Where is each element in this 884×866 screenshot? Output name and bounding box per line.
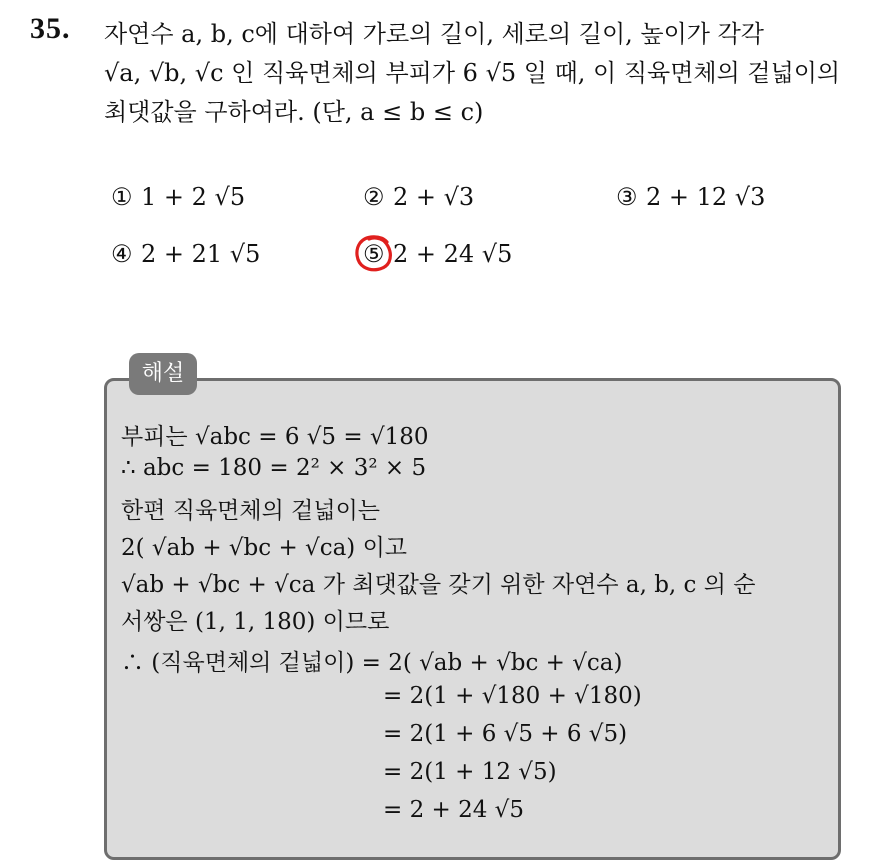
question-line-2: √a, √b, √c 인 직육면체의 부피가 6 √5 일 때, 이 직육면체의 겉넓이의	[104, 59, 841, 87]
choice-2[interactable]	[363, 183, 474, 211]
choice-mark: ②	[363, 183, 385, 211]
question-line-3: 최댓값을 구하여라. (단, a ≤ b ≤ c)	[104, 98, 484, 126]
solution-line-2: ∴ abc = 180 = 2² × 3² × 5	[121, 455, 427, 481]
solution-step-4: = 2 + 24 √5	[383, 797, 524, 823]
solution-step-1: = 2(1 + √180 + √180)	[383, 683, 642, 709]
solution-line-7: ∴ (직육면체의 겉넓이) = 2( √ab + √bc + √ca)	[121, 650, 623, 676]
answer-circle-mark	[354, 233, 394, 273]
solution-line-4: 2( √ab + √bc + √ca) 이고	[121, 535, 408, 561]
solution-line-5: √ab + √bc + √ca 가 최댓값을 갖기 위한 자연수 a, b, c 의 순	[121, 572, 756, 598]
choice-text: 2 + √3	[393, 183, 475, 211]
question-line-1: 자연수 a, b, c에 대하여 가로의 길이, 세로의 길이, 높이가 각각	[104, 20, 764, 48]
question-number: 35.	[30, 12, 71, 45]
choice-text: 2 + 24 √5	[393, 240, 513, 268]
solution-step-2: = 2(1 + 6 √5 + 6 √5)	[383, 721, 628, 747]
solution-label: 해설	[129, 353, 197, 395]
choice-text: 2 + 21 √5	[141, 240, 261, 268]
choice-mark: ④	[111, 240, 133, 268]
solution-line-3: 한편 직육면체의 겉넓이는	[121, 498, 381, 524]
choice-mark: ⑤	[363, 240, 385, 268]
choice-text: 1 + 2 √5	[141, 183, 246, 211]
solution-line-1: 부피는 √abc = 6 √5 = √180	[121, 424, 429, 450]
choice-mark: ③	[616, 183, 638, 211]
choice-mark: ①	[111, 183, 133, 211]
choice-4[interactable]	[111, 240, 260, 268]
solution-line-6: 서쌍은 (1, 1, 180) 이므로	[121, 609, 390, 635]
choice-3[interactable]	[616, 183, 765, 211]
choice-text: 2 + 12 √3	[646, 183, 766, 211]
solution-step-3: = 2(1 + 12 √5)	[383, 759, 557, 785]
choice-1[interactable]	[111, 183, 245, 211]
